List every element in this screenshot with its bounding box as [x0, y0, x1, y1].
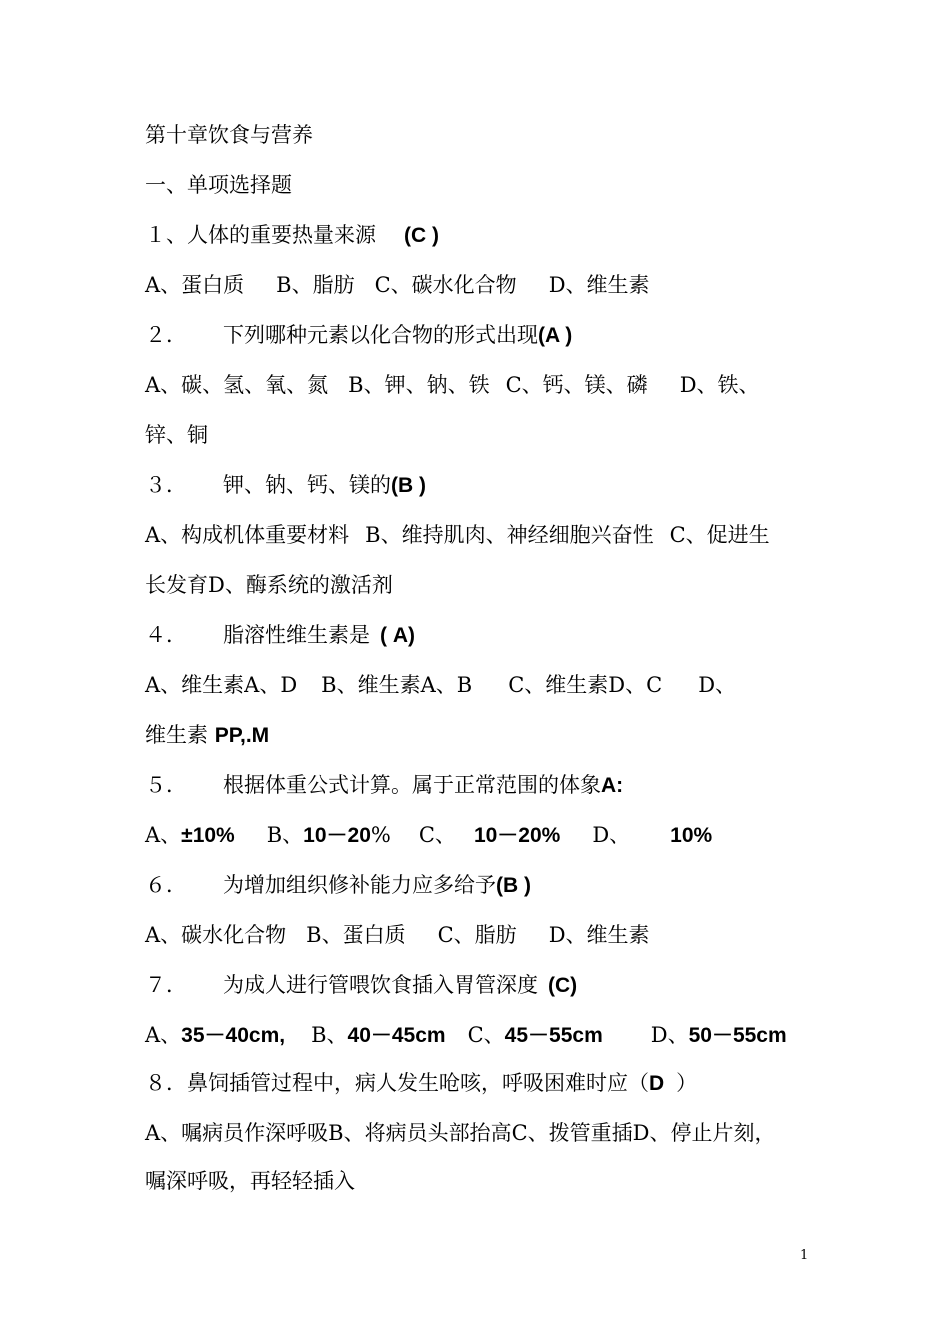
option-a: A、蛋白质 [145, 273, 245, 297]
question-8 [145, 1068, 825, 1099]
option-d: D、铁、 [679, 373, 760, 397]
option-c-value: 10－20% [473, 824, 561, 847]
question-3 [145, 470, 825, 501]
option-b: B、蛋白质 [306, 923, 406, 947]
question-3-options [145, 520, 825, 550]
question-2-options-continued [145, 420, 825, 450]
page-number: 1 [800, 1248, 809, 1263]
question-number: ６． [145, 873, 187, 897]
option-c: C、钙、镁、磷 [505, 373, 648, 397]
options-line: A、嘱病员作深呼吸B、将病员头部抬高C、拨管重插D、停止片刻， [145, 1121, 776, 1145]
question-stem: 为增加组织修补能力应多给予 [223, 873, 496, 897]
question-number: ４． [145, 623, 187, 647]
option-d-letter: D、 [592, 823, 631, 847]
question-1-options [145, 270, 825, 300]
option-c: C、促进生 [669, 523, 770, 547]
option-d: D、 [698, 673, 737, 697]
section-title-text: 一、单项选择题 [145, 173, 292, 197]
question-answer: (C ) [404, 224, 439, 247]
question-4-options [145, 670, 825, 700]
option-b-suffix: % [370, 823, 391, 847]
question-number: ７． [145, 973, 187, 997]
option-d-letter: D、 [650, 1023, 689, 1047]
option-continuation: 锌、铜 [145, 423, 208, 447]
question-stem: 钾、钠、钙、镁的 [223, 473, 391, 497]
section-title [145, 170, 825, 200]
option-continuation-prefix: 维生素 [145, 723, 208, 747]
option-b: B、脂肪 [276, 273, 355, 297]
question-4-options-continued [145, 720, 825, 751]
question-number: ３． [145, 473, 187, 497]
option-d: D、维生素 [548, 923, 650, 947]
option-a: A、维生素A、D [145, 673, 298, 697]
option-a-letter: A、 [145, 823, 182, 847]
question-answer: (C) [548, 974, 578, 997]
question-2-options [145, 370, 825, 400]
option-d-value: 50－55cm [688, 1024, 787, 1047]
option-b: B、维持肌肉、神经细胞兴奋性 [365, 523, 654, 547]
question-4 [145, 620, 825, 651]
option-c: C、碳水化合物 [374, 273, 517, 297]
option-a-value: ±10% [181, 824, 235, 847]
question-stem-end: ） [676, 1071, 698, 1095]
option-a: A、构成机体重要材料 [145, 523, 350, 547]
question-stem: 为成人进行管喂饮食插入胃管深度 [223, 973, 538, 997]
option-a: A、碳、氢、氧、氮 [145, 373, 329, 397]
question-stem: 根据体重公式计算。属于正常范围的体象 [223, 773, 601, 797]
question-2 [145, 320, 825, 351]
question-stem: 脂溶性维生素是 [223, 623, 370, 647]
question-answer: A: [601, 774, 624, 797]
question-7-options [145, 1020, 825, 1051]
option-b-letter: B、 [266, 823, 304, 847]
question-5 [145, 770, 825, 801]
option-b: B、钾、钠、铁 [348, 373, 490, 397]
option-a-letter: A、 [145, 1023, 182, 1047]
question-8-options-continued [145, 1166, 825, 1196]
question-answer: ( A) [380, 624, 415, 647]
question-stem: 鼻饲插管过程中，病人发生呛咳，呼吸困难时应（ [187, 1071, 649, 1095]
option-continuation: 长发育D、酶系统的激活剂 [145, 573, 393, 597]
option-b-letter: B、 [311, 1023, 348, 1047]
question-number: ２． [145, 323, 187, 347]
question-1 [145, 220, 825, 251]
option-c-letter: C、 [418, 823, 456, 847]
option-c-value: 45－55cm [504, 1024, 603, 1047]
option-continuation-bold: PP,.M [214, 724, 270, 747]
option-c-letter: C、 [467, 1023, 505, 1047]
option-d-value: 10% [670, 824, 713, 847]
option-c: C、维生素D、C [508, 673, 663, 697]
question-answer: D [649, 1072, 665, 1095]
question-number: １、 [145, 223, 187, 247]
question-7 [145, 970, 825, 1001]
chapter-title-text: 第十章饮食与营养 [145, 123, 313, 147]
question-6 [145, 870, 825, 901]
option-continuation: 嘱深呼吸，再轻轻插入 [145, 1169, 355, 1193]
question-5-options [145, 820, 825, 851]
question-number: ５． [145, 773, 187, 797]
question-answer: (A ) [538, 324, 573, 347]
question-8-options [145, 1118, 825, 1148]
question-stem: 下列哪种元素以化合物的形式出现 [223, 323, 538, 347]
question-answer: (B ) [391, 474, 426, 497]
question-3-options-continued [145, 570, 825, 600]
option-b: B、维生素A、B [321, 673, 473, 697]
option-c: C、脂肪 [437, 923, 517, 947]
question-answer: (B ) [496, 874, 531, 897]
option-b-value: 10－20 [303, 824, 371, 847]
chapter-title [145, 120, 825, 150]
option-a-value: 35－40cm, [181, 1024, 286, 1047]
option-a: A、碳水化合物 [145, 923, 287, 947]
option-b-value: 40－45cm [347, 1024, 446, 1047]
question-number: ８． [145, 1071, 187, 1095]
option-d: D、维生素 [548, 273, 650, 297]
question-stem: 人体的重要热量来源 [187, 223, 376, 247]
question-6-options [145, 920, 825, 950]
